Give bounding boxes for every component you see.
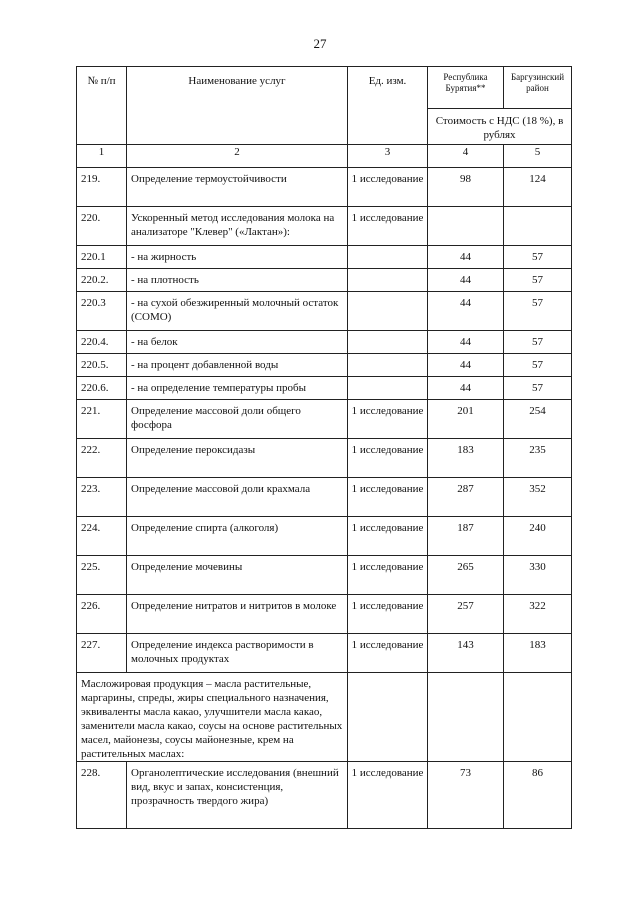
header-row (77, 67, 572, 109)
row-num: 225. (77, 556, 127, 595)
empty-cell (428, 673, 504, 762)
row-price-barg: 124 (504, 168, 572, 207)
row-num: 228. (77, 762, 127, 829)
row-name: Определение индекса растворимости в молочных продуктах (127, 634, 348, 673)
row-price-barg: 330 (504, 556, 572, 595)
section-title: Масложировая продукция – масла растительные, маргарины, спреды, жиры специального назначения, эквиваленты масла какао, улучшители масла какао, заменители масла какао, соусы на основе растительных масел, майонезы, соусы майонезные, крем на растительных маслах: (77, 673, 348, 762)
row-unit: 1 исследование (348, 168, 428, 207)
row-num: 220.1 (77, 246, 127, 269)
table-row (77, 207, 572, 246)
row-price-barg: 57 (504, 377, 572, 400)
table-row (77, 331, 572, 354)
row-num: 220.3 (77, 292, 127, 331)
table-row (77, 556, 572, 595)
table-row (77, 478, 572, 517)
row-name: Определение спирта (алкоголя) (127, 517, 348, 556)
row-price-rb: 201 (428, 400, 504, 439)
row-price-rb: 187 (428, 517, 504, 556)
row-price-rb: 98 (428, 168, 504, 207)
table-row (77, 354, 572, 377)
row-price-rb: 183 (428, 439, 504, 478)
table-row (77, 634, 572, 673)
row-unit: 1 исследование (348, 478, 428, 517)
table-row (77, 439, 572, 478)
row-name: Определение массовой доли крахмала (127, 478, 348, 517)
row-price-rb: 287 (428, 478, 504, 517)
row-name: - на определение температуры пробы (127, 377, 348, 400)
row-name: - на плотность (127, 269, 348, 292)
row-name: - на белок (127, 331, 348, 354)
row-unit: 1 исследование (348, 400, 428, 439)
row-name: Ускоренный метод исследования молока на анализаторе "Клевер" («Лактан»): (127, 207, 348, 246)
row-price-barg: 57 (504, 354, 572, 377)
header-unit: Ед. изм. (348, 67, 428, 145)
row-price-rb (428, 207, 504, 246)
row-unit (348, 377, 428, 400)
header-barg: Баргузинский район (504, 67, 572, 109)
row-name: Определение нитратов и нитритов в молоке (127, 595, 348, 634)
table-row (77, 292, 572, 331)
row-price-rb: 44 (428, 354, 504, 377)
row-name: Определение пероксидазы (127, 439, 348, 478)
table-row (77, 269, 572, 292)
row-unit (348, 269, 428, 292)
table-row (77, 400, 572, 439)
header-cost: Стоимость с НДС (18 %), в рублях (428, 109, 572, 145)
row-num: 226. (77, 595, 127, 634)
row-num: 220.2. (77, 269, 127, 292)
row-unit (348, 331, 428, 354)
row-price-barg: 352 (504, 478, 572, 517)
row-unit: 1 исследование (348, 517, 428, 556)
row-num: 227. (77, 634, 127, 673)
row-num: 220.5. (77, 354, 127, 377)
row-price-rb: 44 (428, 292, 504, 331)
empty-cell (504, 673, 572, 762)
row-name: - на процент добавленной воды (127, 354, 348, 377)
section-row (77, 673, 572, 762)
col-index-2: 2 (127, 145, 348, 168)
row-num: 223. (77, 478, 127, 517)
row-unit (348, 246, 428, 269)
row-price-rb: 73 (428, 762, 504, 829)
row-price-barg: 57 (504, 269, 572, 292)
header-rb: Республика Бурятия** (428, 67, 504, 109)
row-price-rb: 265 (428, 556, 504, 595)
row-unit: 1 исследование (348, 595, 428, 634)
row-unit: 1 исследование (348, 556, 428, 595)
table-row (77, 377, 572, 400)
col-index-1: 1 (77, 145, 127, 168)
row-num: 220.6. (77, 377, 127, 400)
row-num: 219. (77, 168, 127, 207)
row-unit (348, 354, 428, 377)
row-price-barg: 183 (504, 634, 572, 673)
row-num: 224. (77, 517, 127, 556)
row-price-rb: 257 (428, 595, 504, 634)
row-name: Определение термоустойчивости (127, 168, 348, 207)
page-number: 27 (313, 36, 327, 51)
row-num: 222. (77, 439, 127, 478)
row-unit: 1 исследование (348, 634, 428, 673)
col-index-4: 4 (428, 145, 504, 168)
price-table (76, 66, 572, 829)
row-price-barg: 57 (504, 292, 572, 331)
row-unit (348, 292, 428, 331)
row-price-rb: 143 (428, 634, 504, 673)
row-price-rb: 44 (428, 377, 504, 400)
row-num: 220.4. (77, 331, 127, 354)
row-price-rb: 44 (428, 269, 504, 292)
empty-cell (348, 673, 428, 762)
row-name: - на жирность (127, 246, 348, 269)
row-name: Органолептические исследования (внешний вид, вкус и запах, консистенция, прозрачность твердого жира) (127, 762, 348, 829)
row-price-barg: 240 (504, 517, 572, 556)
column-index-row (77, 145, 572, 168)
table-row (77, 762, 572, 829)
row-price-barg: 86 (504, 762, 572, 829)
row-name: - на сухой обезжиренный молочный остаток (СОМО) (127, 292, 348, 331)
row-price-barg (504, 207, 572, 246)
row-price-barg: 254 (504, 400, 572, 439)
row-unit: 1 исследование (348, 439, 428, 478)
table-row (77, 517, 572, 556)
row-price-barg: 57 (504, 331, 572, 354)
row-unit: 1 исследование (348, 207, 428, 246)
row-price-barg: 322 (504, 595, 572, 634)
table-row (77, 168, 572, 207)
row-name: Определение мочевины (127, 556, 348, 595)
table-row (77, 595, 572, 634)
row-price-barg: 235 (504, 439, 572, 478)
row-num: 220. (77, 207, 127, 246)
row-unit: 1 исследование (348, 762, 428, 829)
col-index-3: 3 (348, 145, 428, 168)
table-row (77, 246, 572, 269)
row-price-barg: 57 (504, 246, 572, 269)
header-name: Наименование услуг (127, 67, 348, 145)
row-price-rb: 44 (428, 331, 504, 354)
row-num: 221. (77, 400, 127, 439)
row-price-rb: 44 (428, 246, 504, 269)
col-index-5: 5 (504, 145, 572, 168)
row-name: Определение массовой доли общего фосфора (127, 400, 348, 439)
header-num: № п/п (77, 67, 127, 145)
